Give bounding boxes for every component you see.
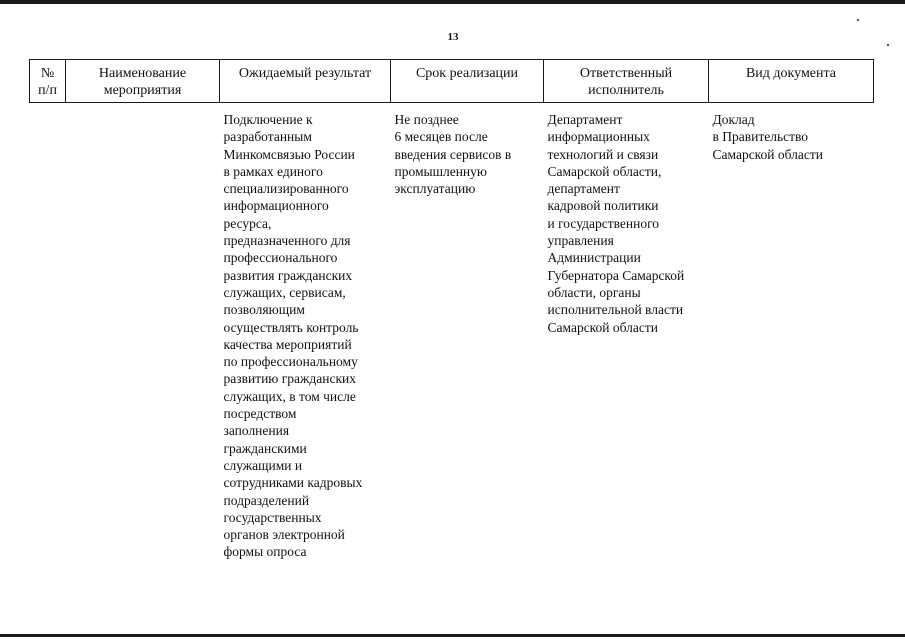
header-number: № п/п	[30, 60, 66, 103]
activity-table	[29, 59, 874, 561]
top-border-line	[0, 0, 905, 4]
table-row	[30, 103, 874, 561]
header-document-type: Вид документа	[709, 60, 874, 103]
bottom-border-line	[0, 634, 905, 637]
cell-number	[30, 103, 66, 561]
scan-speck	[857, 19, 859, 21]
header-executor: Ответственный исполнитель	[544, 60, 709, 103]
header-expected-result: Ожидаемый результат	[220, 60, 391, 103]
cell-expected-result: Подключение к разработанным Минкомсвязью России в рамках единого специализированного информационного ресурса, предназначенного для профессионального развития гражданских служащих, сервисам, позволяющим осуществлять контроль качества мероприятий по профессиональному развитию гражданских служащих, в том числе посредством заполнения гражданскими служащими и сотрудниками кадровых подразделений государственных органов электронной формы опроса	[223, 112, 363, 560]
header-deadline: Срок реализации	[391, 60, 544, 103]
header-activity-name: Наименование мероприятия	[66, 60, 220, 103]
table-header-row	[30, 60, 874, 103]
cell-activity-name	[66, 103, 220, 561]
cell-deadline: Не позднее 6 месяцев после введения сервисов в промышленную эксплуатацию	[394, 112, 512, 197]
cell-document-type: Доклад в Правительство Самарской области	[712, 112, 824, 162]
cell-executor: Департамент информационных технологий и связи Самарской области, департамент кадровой политики и государственного управления Администрации Губернатора Самарской области, органы исполнительной власти Самарской области	[547, 112, 685, 335]
scan-speck	[887, 44, 889, 46]
page-number: 13	[447, 31, 459, 43]
